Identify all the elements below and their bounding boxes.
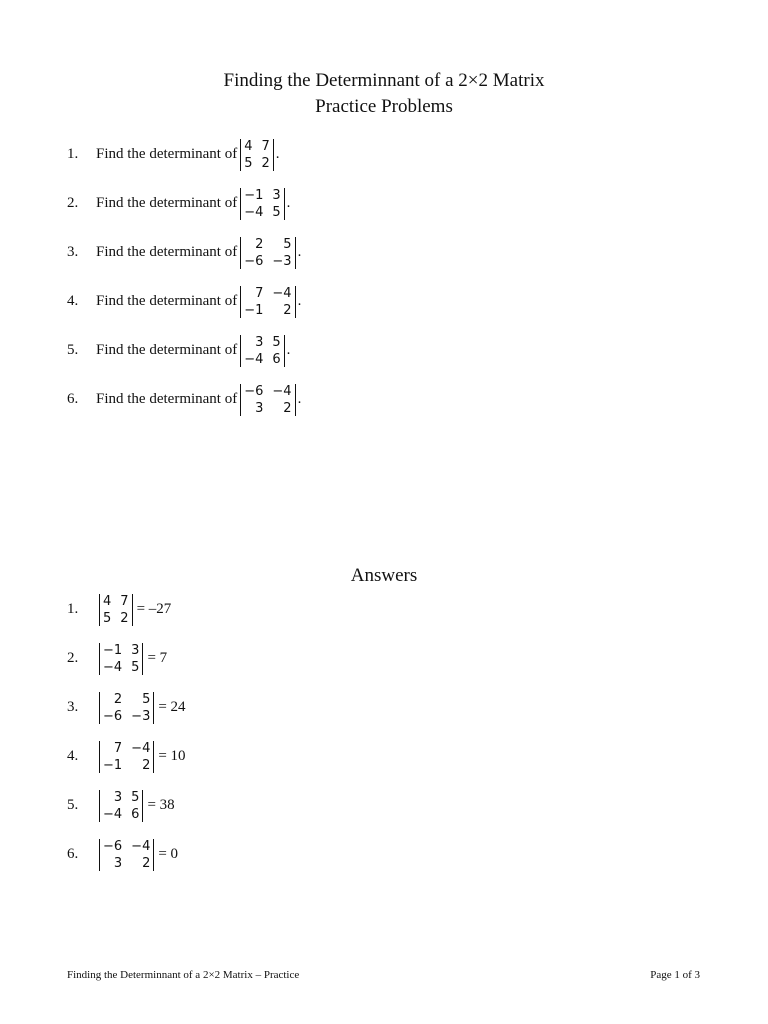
answer-item <box>0 683 768 732</box>
matrix-cell: −3 <box>131 708 151 724</box>
matrix-cell: 7 <box>113 740 123 756</box>
determinant-matrix <box>240 236 295 270</box>
matrix-cell: 2 <box>120 610 129 626</box>
matrix-cell: 2 <box>113 691 123 707</box>
determinant-matrix <box>240 138 274 172</box>
matrix-cell: 5 <box>244 155 253 171</box>
matrix-cell: 3 <box>113 789 123 805</box>
matrix-cell: −4 <box>244 204 264 220</box>
answers-heading: Answers <box>350 565 418 586</box>
problem-prompt: Find the determinant of <box>96 293 238 309</box>
matrix-cell: 5 <box>283 236 292 252</box>
problem-number: 3. <box>67 244 79 260</box>
matrix-cell: 5 <box>272 334 281 350</box>
answer-number: 1. <box>67 601 79 617</box>
problem-item: 4. Find the determinant of 7 −4 −1 2 . <box>67 285 302 318</box>
matrix-cell: −1 <box>244 187 264 203</box>
problem-prompt: Find the determinant of <box>96 195 238 211</box>
matrix-cell: 5 <box>142 691 151 707</box>
problem-prompt: Find the determinant of <box>96 244 238 260</box>
determinant-matrix <box>99 593 133 627</box>
determinant-matrix <box>99 740 154 774</box>
matrix-cell: 2 <box>142 757 151 773</box>
matrix-cell: 5 <box>103 610 112 626</box>
determinant-matrix <box>240 334 284 368</box>
matrix-cell: 3 <box>131 642 140 658</box>
answer-result: = 7 <box>147 650 168 666</box>
answer-number: 5. <box>67 797 79 813</box>
answer-item <box>0 830 768 879</box>
answer-number: 3. <box>67 699 79 715</box>
matrix-cell: 3 <box>255 334 264 350</box>
matrix-cell: 5 <box>131 659 140 675</box>
matrix-cell: −1 <box>103 642 123 658</box>
matrix-cell: −4 <box>131 740 151 756</box>
matrix-cell: −3 <box>272 253 292 269</box>
matrix-cell: 7 <box>261 138 270 154</box>
answer-item <box>0 585 768 634</box>
matrix-cell: −4 <box>131 838 151 854</box>
page-subtitle: Practice Problems <box>315 96 453 117</box>
matrix-cell: 3 <box>272 187 281 203</box>
problem-number: 2. <box>67 195 79 211</box>
footer-title: Finding the Determinnant of a 2×2 Matrix – Practice <box>67 969 300 981</box>
answer-item <box>0 781 768 830</box>
problem-item: 2. Find the determinant of −1 3 −4 5 . <box>67 187 291 220</box>
determinant-matrix <box>99 838 154 872</box>
matrix-cell: 2 <box>261 155 270 171</box>
problem-prompt: Find the determinant of <box>96 146 238 162</box>
problem-number: 5. <box>67 342 79 358</box>
determinant-matrix <box>240 383 295 417</box>
matrix-cell: 4 <box>244 138 253 154</box>
matrix-cell: 2 <box>255 236 264 252</box>
matrix-cell: 3 <box>255 400 264 416</box>
answer-result: = 24 <box>158 699 186 715</box>
problem-prompt: Find the determinant of <box>96 342 238 358</box>
matrix-cell: −4 <box>103 659 123 675</box>
problem-item: 5. Find the determinant of 3 5 −4 6 . <box>67 334 291 367</box>
matrix-cell: 5 <box>272 204 281 220</box>
matrix-cell: −4 <box>272 285 292 301</box>
problem-item: 1. Find the determinant of 4 7 5 2 . <box>67 138 280 171</box>
matrix-cell: 4 <box>103 593 112 609</box>
matrix-cell: 6 <box>272 351 281 367</box>
answer-result: = 38 <box>147 797 175 813</box>
matrix-cell: 5 <box>131 789 140 805</box>
matrix-cell: 7 <box>120 593 129 609</box>
problem-item: 6. Find the determinant of −6 −4 3 2 . <box>67 383 302 416</box>
matrix-cell: 2 <box>283 302 292 318</box>
matrix-cell: 6 <box>131 806 140 822</box>
problem-prompt: Find the determinant of <box>96 391 238 407</box>
matrix-cell: −1 <box>103 757 123 773</box>
matrix-cell: −6 <box>244 253 264 269</box>
answer-result: = 10 <box>158 748 186 764</box>
answer-result: = –27 <box>136 601 172 617</box>
document-header <box>0 68 768 120</box>
matrix-cell: −6 <box>244 383 264 399</box>
page-number: Page 1 of 3 <box>650 969 700 981</box>
answer-number: 2. <box>67 650 79 666</box>
problem-number: 6. <box>67 391 79 407</box>
matrix-cell: −4 <box>272 383 292 399</box>
matrix-cell: 7 <box>255 285 264 301</box>
determinant-matrix <box>99 691 154 725</box>
matrix-cell: 2 <box>283 400 292 416</box>
page-title: Finding the Determinnant of a 2×2 Matrix <box>223 70 545 91</box>
matrix-cell: −6 <box>103 838 123 854</box>
problem-number: 4. <box>67 293 79 309</box>
answer-result: = 0 <box>158 846 179 862</box>
answer-item <box>0 732 768 781</box>
matrix-cell: 3 <box>113 855 123 871</box>
matrix-cell: −6 <box>103 708 123 724</box>
problem-item: 3. Find the determinant of 2 5 −6 −3 . <box>67 236 302 269</box>
problem-number: 1. <box>67 146 79 162</box>
determinant-matrix <box>240 187 284 221</box>
matrix-cell: −4 <box>103 806 123 822</box>
answer-list <box>0 585 768 879</box>
answer-number: 4. <box>67 748 79 764</box>
matrix-cell: 2 <box>142 855 151 871</box>
determinant-matrix <box>99 789 143 823</box>
determinant-matrix <box>99 642 143 676</box>
answer-number: 6. <box>67 846 79 862</box>
determinant-matrix <box>240 285 295 319</box>
matrix-cell: −4 <box>244 351 264 367</box>
matrix-cell: −1 <box>244 302 264 318</box>
problem-list <box>0 130 768 424</box>
answer-item <box>0 634 768 683</box>
